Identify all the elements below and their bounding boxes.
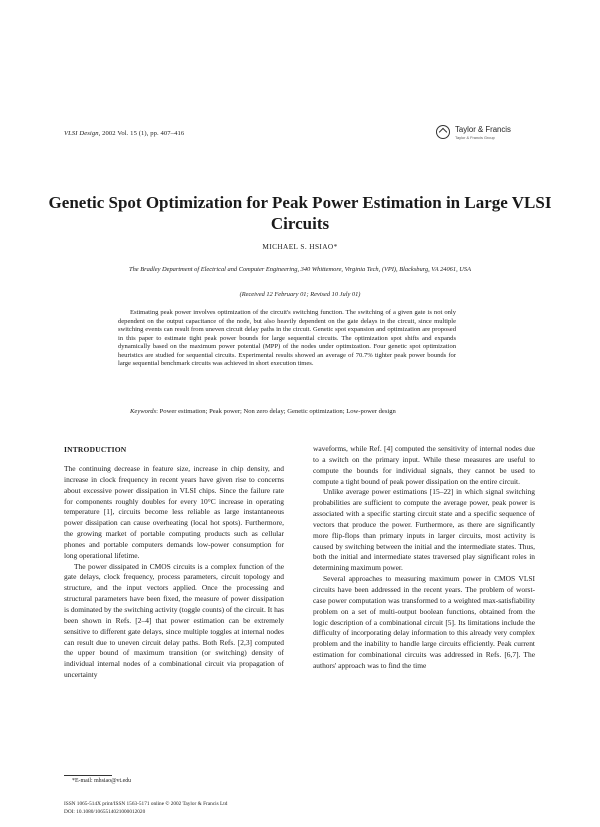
publisher-tagline: Taylor & Francis Group [455, 135, 495, 140]
journal-citation: , 2002 Vol. 15 (1), pp. 407–416 [98, 130, 185, 137]
keywords [118, 408, 478, 415]
issn-line: ISSN 1065-514X print/ISSN 1563-5171 online © 2002 Taylor & Francis Ltd [64, 801, 228, 807]
journal-name: VLSI Design [64, 130, 99, 137]
issn-block [64, 801, 227, 816]
right-paragraph: Several approaches to measuring maximum power in CMOS VLSI circuits have been addressed in the recent years. The problem of worst-case power computation was transformed to a weighted max-satisfiability problem on a set of multi-output boolean functions, obtained from the logic description of a combinational circuit [5]. Its limitations include the difficulty of incorporating delay information to this already very complex problem and the inability to handle large circuits efficiently. Peak current estimation for combinational circuits was addressed in Refs. [6,7]. The authors' approach was to find the time [313, 574, 535, 670]
running-head [64, 130, 184, 137]
received-dates: (Received 12 February 01; Revised 10 July 01) [239, 291, 361, 298]
right-column [313, 444, 535, 672]
footnote: *E-mail: mhsiao@vt.edu [72, 778, 132, 784]
publisher-logo-icon [436, 125, 450, 139]
left-paragraph: The continuing decrease in feature size, increase in chip density, and increase in clock frequency in recent years have given rise to concerns about excessive power dissipation in VLSI chips. Since the failure rate for components roughly doubles for every 10°C increase in operating temperature [1], circuits become less reliable as large instantaneous power dissipation can cause overheating (local hot spots). Furthermore, the growing market of portable computing products such as cellular phones and portable computers demands low-power consumption for long operational lifetime. [64, 464, 284, 560]
author: MICHAEL S. HSIAO* [262, 242, 338, 251]
keywords-label: Keywords [130, 408, 157, 415]
affiliation: The Bradley Department of Electrical and Computer Engineering, 340 Whittemore, Virginia Tech, (VPI), Blacksburg, VA 24061, USA [129, 266, 471, 273]
left-column [64, 437, 284, 681]
publisher-logo [436, 124, 546, 148]
keywords-text: : Power estimation; Peak power; Non zero delay; Genetic optimization; Low-power design [156, 408, 396, 415]
right-paragraph: Unlike average power estimations [15–22] in which signal switching probabilities are sufficient to compute the average power, peak power is associated with a specific starting circuit state and a specific sequence of vectors that produce the power. Furthermore, as there are significantly more flip-flops than primary inputs in larger circuits, most activity is caused by switching between the initial and the intermediate states. Thus, both the initial and intermediate states traversed play significant roles in determining maximum power. [313, 487, 535, 573]
section-heading: INTRODUCTION [64, 445, 127, 454]
left-paragraph: The power dissipated in CMOS circuits is a complex function of the gate delays, clock frequency, process parameters, circuit topology and structure, and the input vectors applied. Once the processing and structural parameters have been fixed, the measure of power dissipation is dominated by the switching activity (toggle counts) of the circuit. It has been shown in Refs. [2–4] that power estimation can be extremely sensitive to different gate delays, since multiple toggles at internal nodes can result due to uneven circuit delay paths. Both Refs. [2,3] computed the upper bound of maximum transition (or switching) density of individual internal nodes of a combinational circuit via propagation of uncertainty [64, 561, 284, 680]
publisher-name: Taylor & Francis [455, 125, 511, 134]
footnote-rule [64, 775, 112, 776]
paper-title: Genetic Spot Optimization for Peak Power Estimation in Large VLSI Circuits [48, 193, 552, 233]
abstract: Estimating peak power involves optimization of the circuit's switching function. The switching of a given gate is not only dependent on the output capacitance of the node, but also heavily dependent on the gate delays in the circuit, since multiple switching events can result from uneven circuit delay paths in the circuit. Genetic spot expansion and optimization are proposed in this paper to estimate tight peak power bounds for large sequential circuits. The optimization spot shifts and expands dynamically based on the maximum power potential (MPP) of the nodes under optimization. Four genetic spot optimization heuristics are studied for sequential circuits. Experimental results showed an average of 70.7% tighter peak power bounds for large sequential benchmark circuits was achieved in short execution times. [118, 309, 456, 368]
doi-line: DOI: 10.1080/1065514021000012020 [64, 808, 146, 815]
right-paragraph: waveforms, while Ref. [4] computed the sensitivity of internal nodes due to a switch on the primary input. While these measures are useful to compute the bounds for individual signals, they cannot be used to compute a tight bound of peak power dissipation on the entire circuit. [313, 444, 535, 486]
